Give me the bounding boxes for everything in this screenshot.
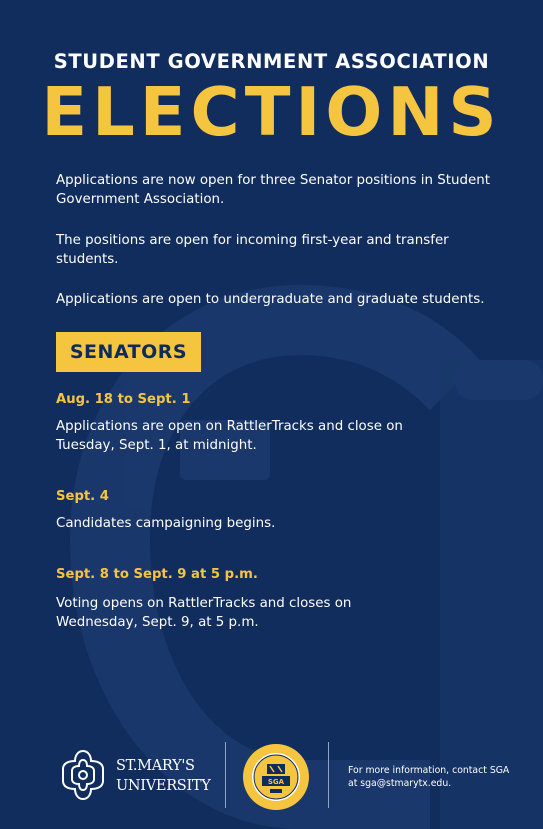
page-title: ELECTIONS xyxy=(41,73,502,151)
timeline-date: Sept. 4 xyxy=(56,489,109,504)
eyebrow-heading: STUDENT GOVERNMENT ASSOCIATION xyxy=(53,50,490,73)
footer-divider xyxy=(225,742,226,808)
intro-paragraph: Applications are open to undergraduate and graduate students. xyxy=(56,292,485,307)
timeline-text: Voting opens on RattlerTracks and closes on Wednesday, Sept. 9, at 5 p.m. xyxy=(56,596,352,630)
university-wordmark xyxy=(116,756,211,796)
timeline-date: Aug. 18 to Sept. 1 xyxy=(56,392,191,407)
timeline-date: Sept. 8 to Sept. 9 at 5 p.m. xyxy=(56,567,258,582)
contact-info: For more information, contact SGA at sga@stmarytx.edu. xyxy=(348,765,510,789)
timeline-text: Candidates campaigning begins. xyxy=(56,516,276,531)
footer-divider xyxy=(328,742,329,808)
senators-badge: SENATORS xyxy=(56,332,201,372)
intro-paragraph: The positions are open for incoming first-year and transfer students. xyxy=(56,233,449,267)
university-line1: ST.MARY'S xyxy=(116,758,195,774)
intro-paragraph: Applications are now open for three Senator positions in Student Government Association. xyxy=(56,173,490,207)
university-crest-icon xyxy=(56,748,110,802)
sga-seal-abbrev: SGA xyxy=(267,778,285,786)
sga-seal-icon xyxy=(241,742,311,812)
timeline-text: Applications are open on RattlerTracks and close on Tuesday, Sept. 1, at midnight. xyxy=(56,419,403,453)
university-line2: UNIVERSITY xyxy=(116,778,211,794)
